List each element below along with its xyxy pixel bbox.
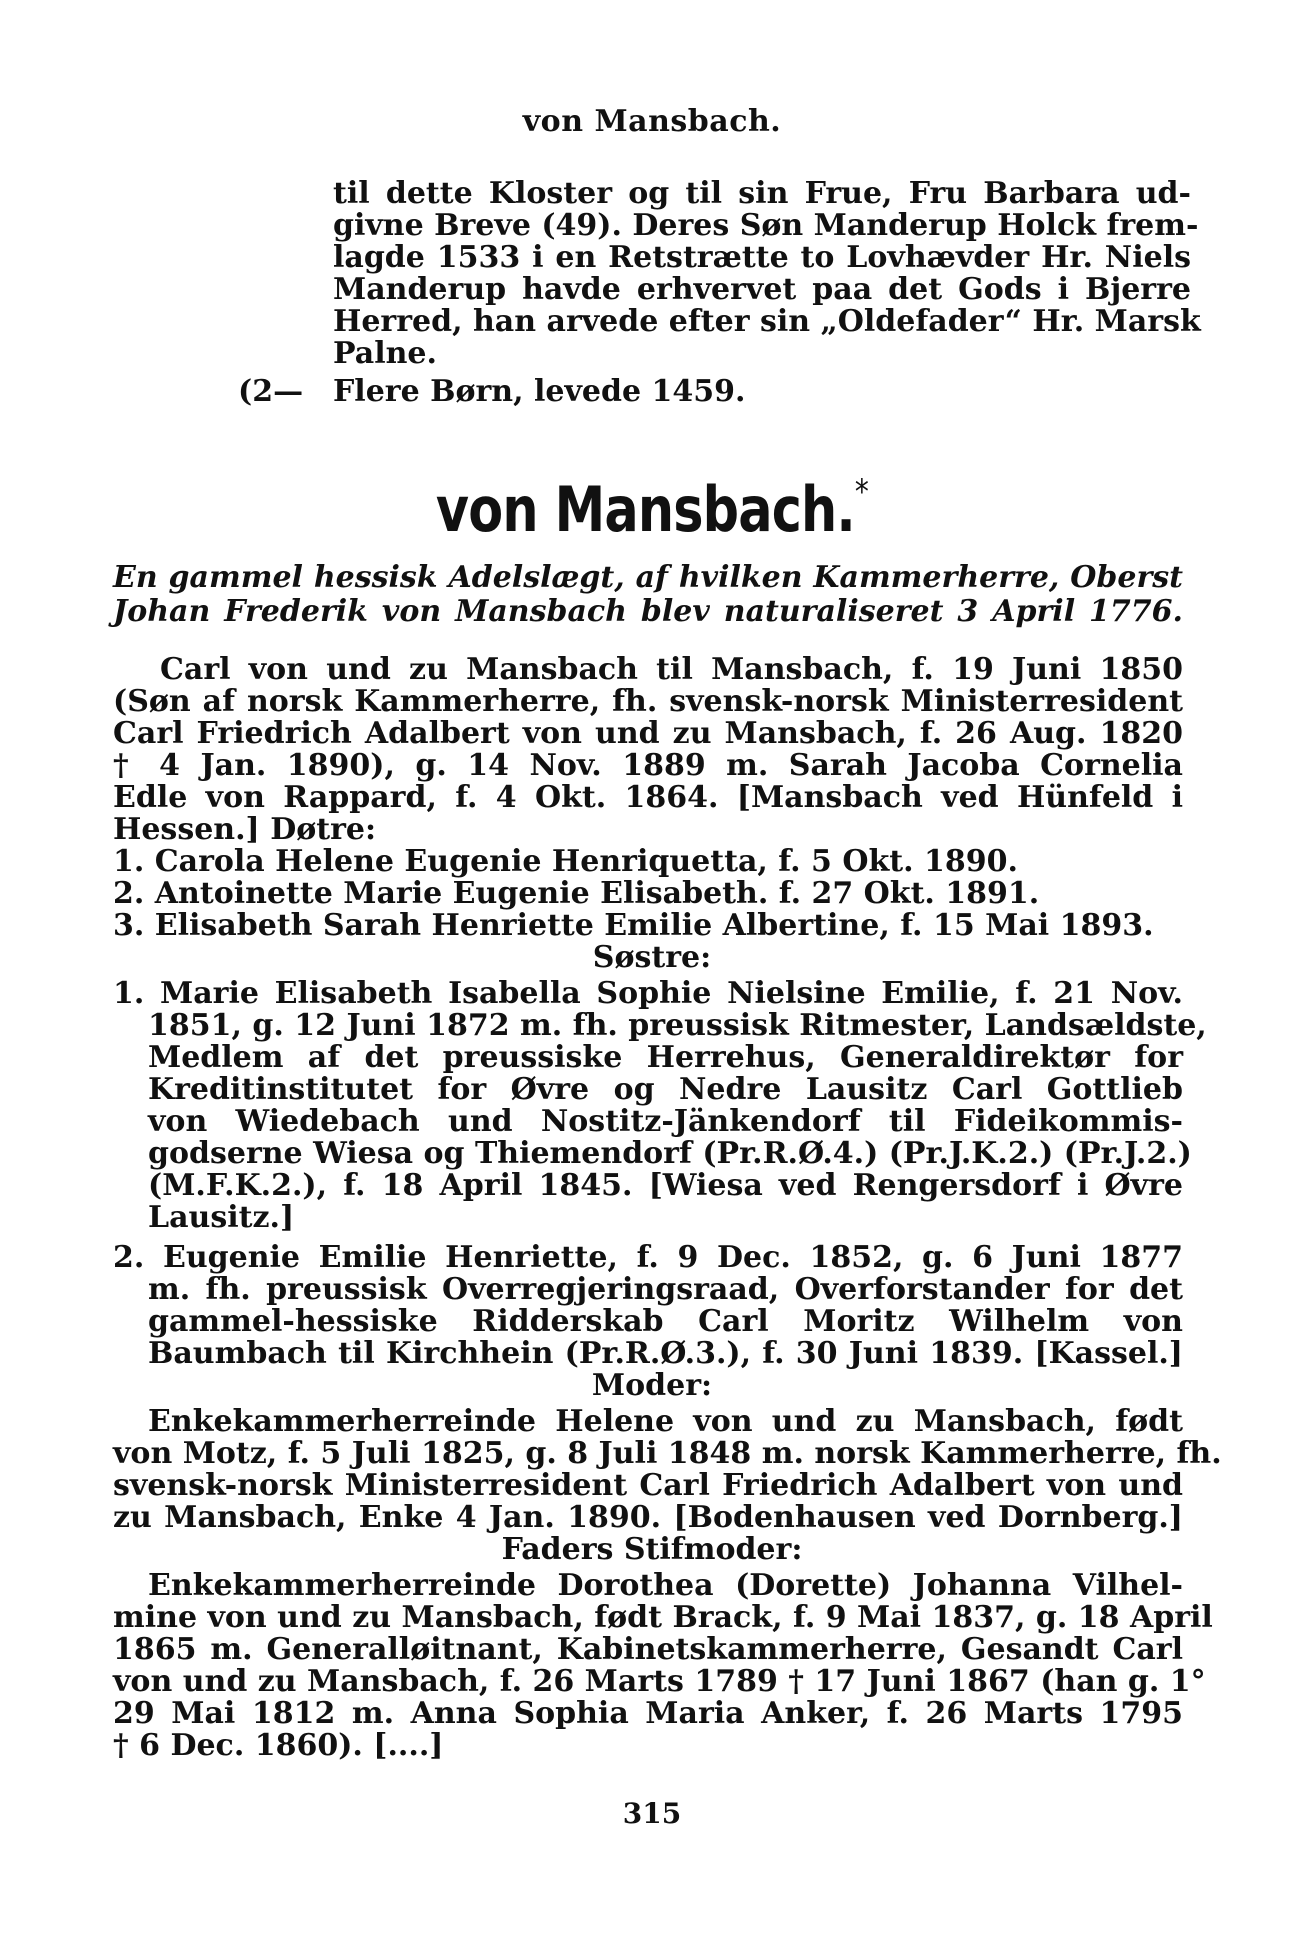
- section-title: [117, 472, 1186, 546]
- mother-heading: Moder:: [591, 1368, 713, 1403]
- text-line: Enkekammerherreinde Helene von und zu Mansbach, født: [148, 1404, 1183, 1439]
- running-head: von Mansbach.: [522, 104, 782, 139]
- text-line: svensk-norsk Ministerresident Carl Friedrich Adalbert von und: [113, 1468, 1183, 1503]
- text-line: lagde 1533 i en Retstrætte to Lovhævder Hr. Niels: [333, 240, 1191, 275]
- child-entry-text: Flere Børn, levede 1459.: [333, 374, 746, 409]
- text-line: Palne.: [333, 336, 437, 371]
- text-line: m. fh. preussisk Overregjeringsraad, Overforstander for det: [148, 1272, 1183, 1307]
- text-line: 1. Marie Elisabeth Isabella Sophie Nielsine Emilie, f. 21 Nov.: [113, 976, 1183, 1011]
- text-line: zu Mansbach, Enke 4 Jan. 1890. [Bodenhausen ved Dornberg.]: [113, 1500, 1183, 1535]
- daughter-item: 2. Antoinette Marie Eugenie Elisabeth. f. 27 Okt. 1891.: [113, 876, 1040, 911]
- text-line: Kreditinstitutet for Øvre og Nedre Lausitz Carl Gottlieb: [148, 1072, 1183, 1107]
- child-entry-number: (2—: [238, 374, 304, 409]
- sisters-heading: Søstre:: [592, 940, 712, 975]
- text-line: Medlem af det preussiske Herrehus, Generaldirektør for: [148, 1040, 1183, 1075]
- text-line: 1865 m. Generalløitnant, Kabinetskammerherre, Gesandt Carl: [113, 1632, 1183, 1667]
- text-line: Enkekammerherreinde Dorothea (Dorette) Johanna Vilhel-: [148, 1568, 1183, 1603]
- text-line: † 6 Dec. 1860). [....]: [113, 1728, 444, 1763]
- section-title-mark: *: [854, 472, 869, 512]
- text-line: 2. Eugenie Emilie Henriette, f. 9 Dec. 1852, g. 6 Juni 1877: [113, 1240, 1183, 1275]
- text-line: (M.F.K.2.), f. 18 April 1845. [Wiesa ved Rengersdorf i Øvre: [148, 1168, 1183, 1203]
- text-line: Hessen.] Døtre:: [113, 812, 377, 847]
- daughter-item: 1. Carola Helene Eugenie Henriquetta, f. 5 Okt. 1890.: [113, 844, 1018, 879]
- text-line: von Motz, f. 5 Juli 1825, g. 8 Juli 1848 m. norsk Kammerherre, fh.: [113, 1436, 1222, 1471]
- text-line: 29 Mai 1812 m. Anna Sophia Maria Anker, f. 26 Marts 1795: [113, 1696, 1183, 1731]
- text-line: von Wiedebach und Nostitz-Jänkendorf til Fideikommis-: [148, 1104, 1183, 1139]
- text-line: von und zu Mansbach, f. 26 Marts 1789 † 17 Juni 1867 (han g. 1°: [113, 1664, 1206, 1699]
- daughter-item: 3. Elisabeth Sarah Henriette Emilie Albertine, f. 15 Mai 1893.: [113, 908, 1154, 943]
- text-line: Manderup havde erhvervet paa det Gods i Bjerre: [333, 272, 1191, 307]
- text-line: Edle von Rappard, f. 4 Okt. 1864. [Mansbach ved Hünfeld i: [113, 780, 1183, 815]
- text-line: gammel-hessiske Ridderskab Carl Moritz Wilhelm von: [148, 1304, 1183, 1339]
- section-title-text: von Mansbach.: [435, 473, 855, 546]
- text-line: Herred, han arvede efter sin „Oldefader“ Hr. Marsk: [333, 304, 1201, 339]
- text-line: Carl Friedrich Adalbert von und zu Mansbach, f. 26 Aug. 1820: [113, 716, 1183, 751]
- text-line: (Søn af norsk Kammerherre, fh. svensk-norsk Ministerresident: [113, 684, 1183, 719]
- text-line: 1851, g. 12 Juni 1872 m. fh. preussisk Ritmester, Landsældste,: [148, 1008, 1207, 1043]
- text-line: Baumbach til Kirchhein (Pr.R.Ø.3.), f. 30 Juni 1839. [Kassel.]: [148, 1336, 1183, 1371]
- intro-line: En gammel hessisk Adelslægt, af hvilken Kammerherre, Oberst: [113, 560, 1183, 595]
- text-line: givne Breve (49). Deres Søn Manderup Holck frem-: [333, 208, 1199, 243]
- text-line: † 4 Jan. 1890), g. 14 Nov. 1889 m. Sarah Jacoba Cornelia: [113, 748, 1183, 783]
- text-line: mine von und zu Mansbach, født Brack, f. 9 Mai 1837, g. 18 April: [113, 1600, 1213, 1635]
- stepmother-heading: Faders Stifmoder:: [501, 1532, 803, 1567]
- text-line: Carl von und zu Mansbach til Mansbach, f. 19 Juni 1850: [160, 652, 1183, 687]
- page-number: 315: [622, 1797, 682, 1830]
- text-line: godserne Wiesa og Thiemendorf (Pr.R.Ø.4.) (Pr.J.K.2.) (Pr.J.2.): [148, 1136, 1192, 1171]
- intro-line: Johan Frederik von Mansbach blev naturaliseret 3 April 1776.: [113, 594, 1183, 629]
- text-line: Lausitz.]: [148, 1200, 295, 1235]
- text-line: til dette Kloster og til sin Frue, Fru Barbara ud-: [333, 176, 1191, 211]
